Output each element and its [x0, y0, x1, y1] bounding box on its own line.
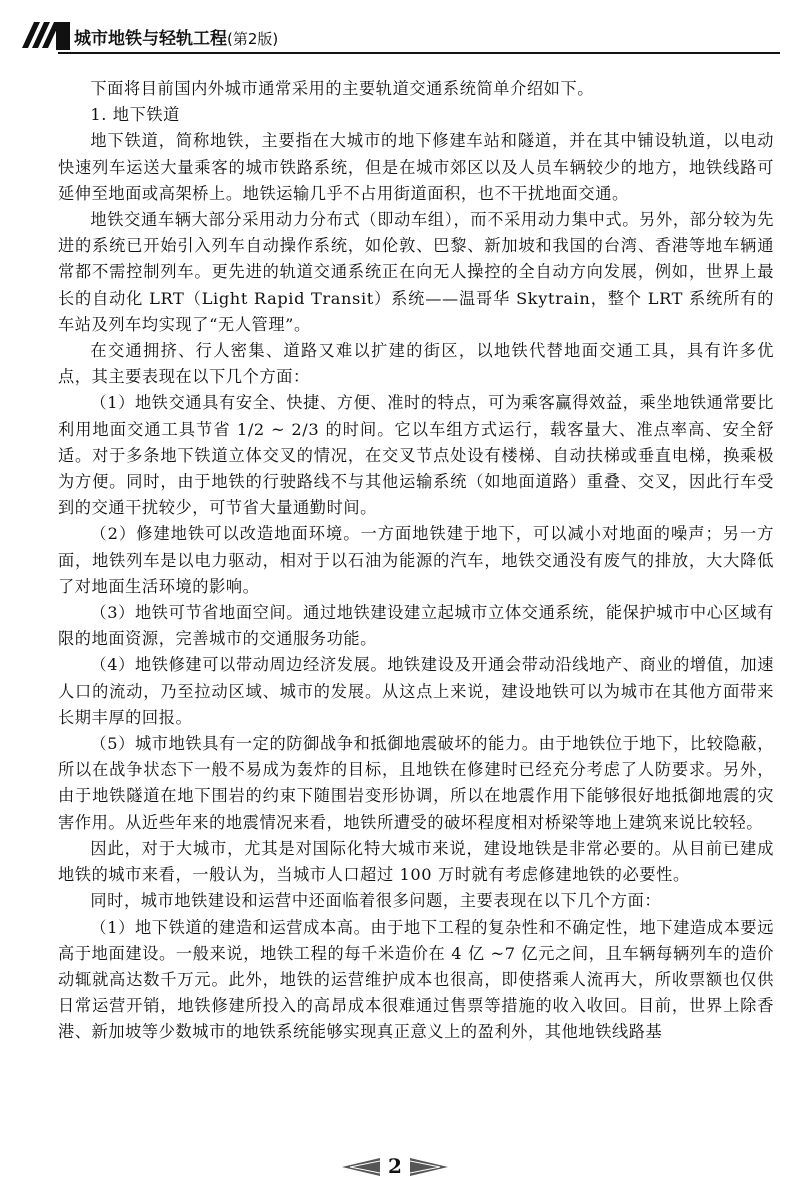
list-item: （1）地铁交通具有安全、快捷、方便、准时的特点，可为乘客赢得效益，乘坐地铁通常要比利用地面交通工具节省 1/2 ~ 2/3 的时间。它以车组方式运行，载客量大、准点率高、安全舒适。对于多条地下铁道立体交叉的情况，在交叉节点处设有楼梯、自动扶梯或垂直电梯，换乘极为方便。同时，由于地铁的行驶路线不与其他运输系统（如地面道路）重叠、交叉，因此行车受到的交通干扰较少，可节省大量通勤时间。 — [58, 393, 774, 518]
arrow-right-icon — [410, 1158, 448, 1176]
paragraph: 在交通拥挤、行人密集、道路又难以扩建的街区，以地铁代替地面交通工具，具有许多优点，其主要表现在以下几个方面： — [58, 341, 774, 387]
header-rule — [58, 52, 780, 54]
book-title — [74, 24, 278, 49]
page-body — [58, 76, 774, 1046]
paragraph: 同时，城市地铁建设和运营中还面临着很多问题，主要表现在以下几个方面： — [90, 891, 662, 911]
paragraph-intro: 下面将目前国内外城市通常采用的主要轨道交通系统简单介绍如下。 — [90, 79, 595, 98]
running-header — [20, 18, 780, 54]
paragraph: 地铁交通车辆大部分采用动力分布式（即动车组），而不采用动力集中式。另外，部分较为先进的系统已开始引入列车自动操作系统，如伦敦、巴黎、新加坡和我国的台湾、香港等地车辆通常都不需控制列车。更先进的轨道交通系统正在向无人操控的全自动方向发展，例如，世界上最长的自动化 LRT（Light Rapid Transit）系统——温哥华 Skytrain，整个 LRT 系统所有的车站及列车均实现了“无人管理”。 — [58, 210, 774, 334]
list-item: （1）地下铁道的建造和运营成本高。由于地下工程的复杂性和不确定性，地下建造成本要远高于地面建设。一般来说，地铁工程的每千米造价在 4 亿 ~7 亿元之间，且车辆每辆列车的造价动辄就高达数千万元。此外，地铁的运营维护成本也很高，即使搭乘人流再大，所收票额也仅供日常运营开销，地铁修建所投入的高昂成本很难通过售票等措施的收入收回。目前，世界上除香港、新加坡等少数城市的地铁系统能够实现真正意义上的盈利外，其他地铁线路基 — [58, 917, 774, 1042]
list-item: （3）地铁可节省地面空间。通过地铁建设建立起城市立体交通系统，能保护城市中心区域有限的地面资源，完善城市的交通服务功能。 — [58, 603, 774, 649]
section-heading: 1. 地下铁道 — [90, 105, 180, 125]
paragraph: 因此，对于大城市，尤其是对国际化特大城市来说，建设地铁是非常必要的。从目前已建成地铁的城市来看，一般认为，当城市人口超过 100 万时就有考虑修建地铁的必要性。 — [58, 838, 774, 885]
page-number: 2 — [388, 1154, 402, 1178]
book-title-text: 城市地铁与轻轨工程 — [74, 29, 227, 49]
book-edition: (第2版) — [227, 30, 279, 48]
list-item: （2）修建地铁可以改造地面环境。一方面地铁建于地下，可以减小对地面的噪声；另一方面，地铁列车是以电力驱动，相对于以石油为能源的汽车，地铁交通没有废气的排放，大大降低了对地面生活环境的影响。 — [58, 524, 774, 596]
paragraph: 地下铁道，简称地铁，主要指在大城市的地下修建车站和隧道，并在其中铺设轨道，以电动快速列车运送大量乘客的城市铁路系统，但是在城市郊区以及人员车辆较少的地方，地铁线路可延伸至地面或高架桥上。地铁运输几乎不占用街道面积，也不干扰地面交通。 — [58, 131, 774, 203]
list-item: （5）城市地铁具有一定的防御战争和抵御地震破坏的能力。由于地铁位于地下，比较隐蔽，所以在战争状态下一般不易成为轰炸的目标，且地铁在修建时已经充分考虑了人防要求。另外，由于地铁隧道在地下围岩的约束下随围岩变形协调，所以在地震作用下能够很好地抵御地震的灾害作用。从近些年来的地震情况来看，地铁所遭受的破坏程度相对桥梁等地上建筑来说比较轻。 — [58, 734, 774, 832]
book-chevron-icon — [20, 18, 72, 54]
list-item: （4）地铁修建可以带动周边经济发展。地铁建设及开通会带动沿线地产、商业的增值，加速人口的流动，乃至拉动区域、城市的发展。从这点上来说，建设地铁可以为城市在其他方面带来长期丰厚的回报。 — [58, 655, 774, 727]
page-footer — [0, 1152, 790, 1182]
